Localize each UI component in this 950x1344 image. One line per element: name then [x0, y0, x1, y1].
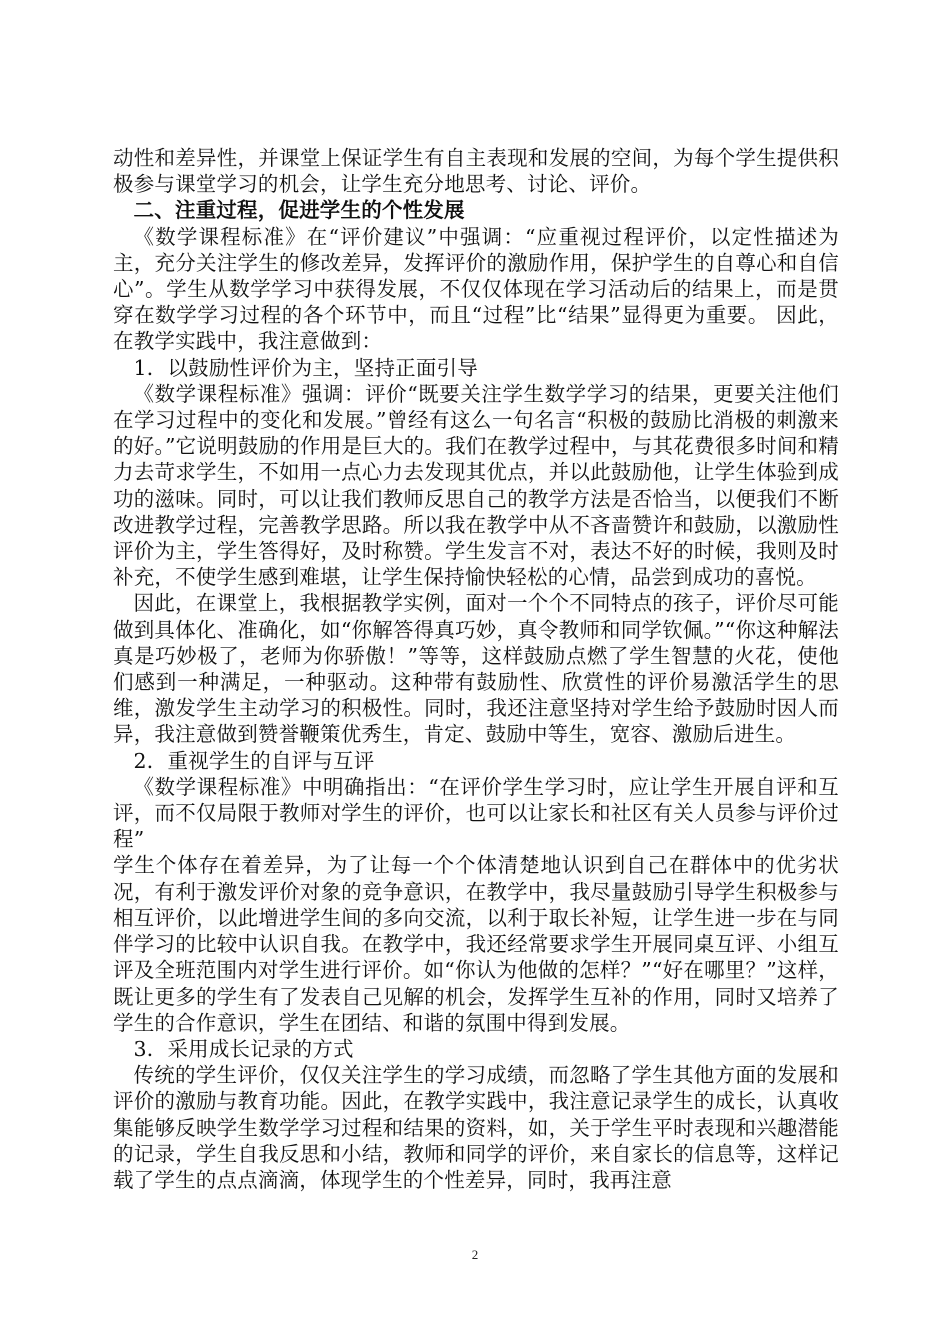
paragraph-continued: 动性和差异性，并课堂上保证学生有自主表现和发展的空间，为每个学生提供积极参与课堂学习的机会，让学生充分地思考、讨论、评价。: [113, 146, 839, 197]
paragraph-growth-records: 传统的学生评价，仅仅关注学生的学习成绩，而忽略了学生其他方面的发展和评价的激励与教育功能。因此，在教学实践中，我注意记录学生的成长，认真收集能够反映学生数学学习过程和结果的资料，如，关于学生平时表现和兴趣潜能的记录，学生自我反思和小结，教师和同学的评价，来自家长的信息等，这样记载了学生的点点滴滴，体现学生的个性差异，同时，我再注意: [113, 1063, 839, 1192]
paragraph-process-evaluation: 《数学课程标准》在“评价建议”中强调：“应重视过程评价，以定性描述为主，充分关注学生的修改差异，发挥评价的激励作用，保护学生的自尊心和自信心”。学生从数学学习中获得发展，不仅仅体现在学习活动后的结果上，而是贯穿在数学学习过程的各个环节中，而且“过程”比“结果”显得更为重要。 因此，在教学实践中，我注意做到：: [113, 224, 839, 354]
paragraph-classroom-examples: 因此，在课堂上，我根据教学实例，面对一个个不同特点的孩子，评价尽可能做到具体化、准确化，如“你解答得真巧妙，真令教师和同学钦佩。”“你这种解法真是巧妙极了，老师为你骄傲！”等等，这样鼓励点燃了学生智慧的火花，使他们感到一种满足，一种驱动。这种带有鼓励性、欣赏性的评价易激活学生的思维，激发学生主动学习的积极性。同时，我还注意坚持对学生给予鼓励时因人而异，我注意做到赞誉鞭策优秀生，肯定、鼓励中等生，宽容、激励后进生。: [113, 591, 839, 747]
page-number: 2: [471, 1247, 479, 1262]
paragraph-standard-quote: 《数学课程标准》中明确指出：“在评价学生学习时，应让学生开展自评和互评，而不仅局限于教师对学生的评价，也可以让家长和社区有关人员参与评价过程”: [113, 774, 839, 852]
section-heading: 二、注重过程，促进学生的个性发展: [133, 198, 465, 223]
document-body: [113, 145, 839, 1193]
subheading-growth-records: 3．采用成长记录的方式: [133, 1036, 354, 1061]
paragraph-peer-evaluation: 学生个体存在着差异，为了让每一个个体清楚地认识到自己在群体中的优劣状况，有利于激发评价对象的竞争意识，在教学中，我尽量鼓励引导学生积极参与相互评价，以此增进学生间的多向交流，以利于取长补短，让学生进一步在与同伴学习的比较中认识自我。在教学中，我还经常要求学生开展同桌互评、小组互评及全班范围内对学生进行评价。如“你认为他做的怎样？”“好在哪里？”这样，既让更多的学生有了发表自己见解的机会，发挥学生互补的作用，同时又培养了学生的合作意识，学生在团结、和谐的氛围中得到发展。: [113, 853, 839, 1035]
paragraph-encouragement: 《数学课程标准》强调：评价“既要关注学生数学学习的结果，更要关注他们在学习过程中的变化和发展。”曾经有这么一句名言“积极的鼓励比消极的刺激来的好。”它说明鼓励的作用是巨大的。我们在教学过程中，与其花费很多时间和精力去苛求学生，不如用一点心力去发现其优点，并以此鼓励他，让学生体验到成功的滋味。同时，可以让我们教师反思自己的教学方法是否恰当，以便我们不断改进教学过程，完善教学思路。所以我在教学中从不吝啬赞许和鼓励，以激励性评价为主，学生答得好，及时称赞。学生发言不对，表达不好的时候，我则及时补充，不使学生感到难堪，让学生保持愉快轻松的心情，品尝到成功的喜悦。: [113, 381, 839, 590]
subheading-encouraging-evaluation: 1．以鼓励性评价为主，坚持正面引导: [133, 355, 478, 380]
subheading-self-peer-evaluation: 2．重视学生的自评与互评: [133, 748, 375, 773]
